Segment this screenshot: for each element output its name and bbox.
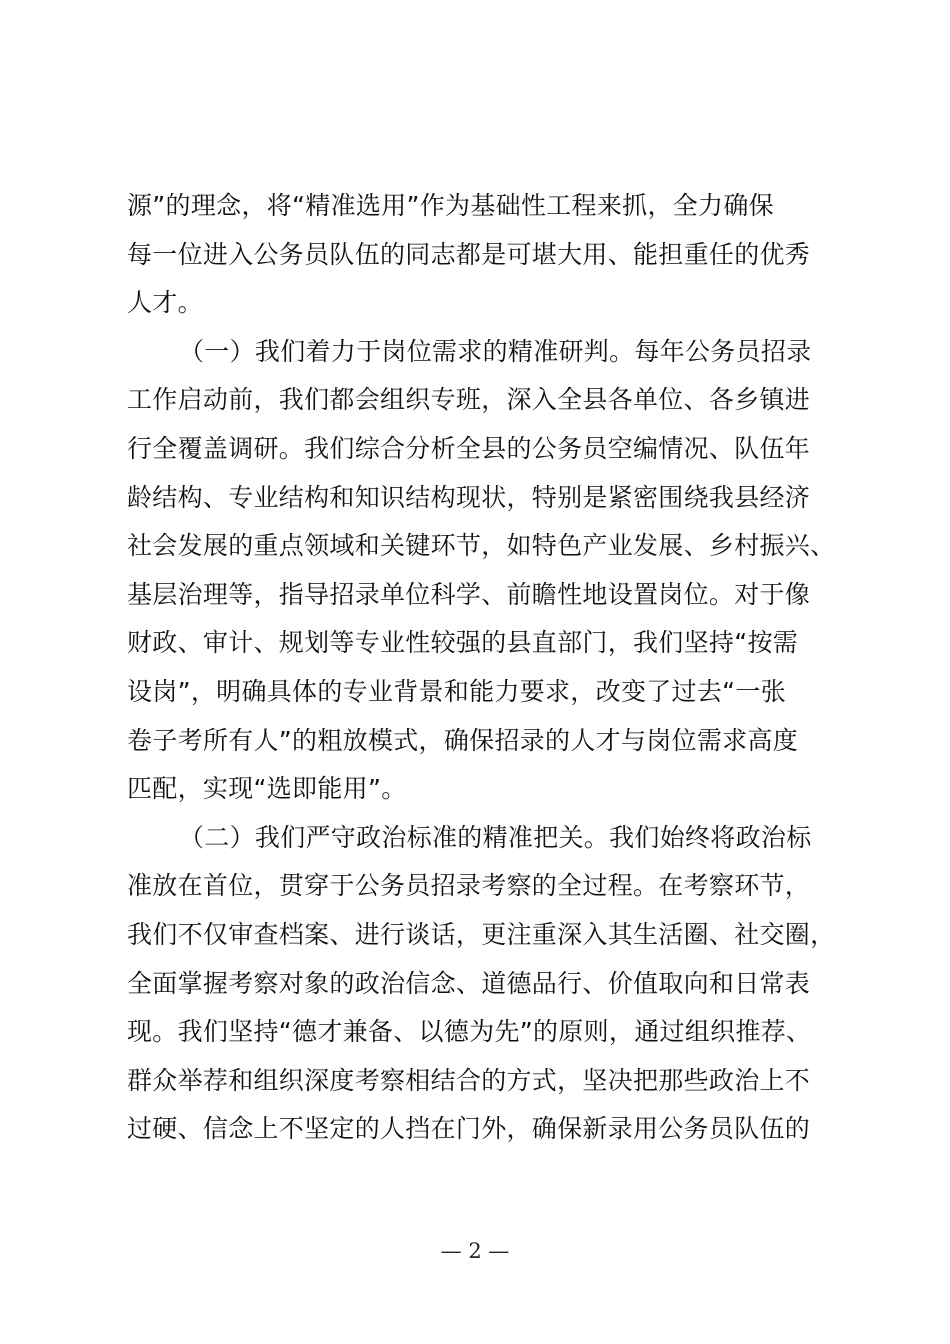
text-line: 准放在首位，贯穿于公务员招录考察的全过程。在考察环节， — [127, 871, 811, 901]
body-text — [127, 182, 847, 1154]
text-line: 群众举荐和组织深度考察相结合的方式，坚决把那些政治上不 — [127, 1065, 811, 1095]
text-line: 行全覆盖调研。我们综合分析全县的公务员空编情况、队伍年 — [127, 433, 811, 463]
text-line: 现。我们坚持“德才兼备、以德为先”的原则，通过组织推荐、 — [127, 1017, 812, 1047]
text-line: 基层治理等，指导招录单位科学、前瞻性地设置岗位。对于像 — [127, 579, 811, 609]
text-line: 社会发展的重点领域和关键环节，如特色产业发展、乡村振兴、 — [127, 531, 836, 561]
text-line: 卷子考所有人”的粗放模式，确保招录的人才与岗位需求高度 — [127, 725, 799, 755]
page-number: — 2 — — [440, 1239, 510, 1263]
text-line: 源”的理念，将“精准选用”作为基础性工程来抓，全力确保 — [127, 191, 774, 220]
paragraph-first-line: （一）我们着力于岗位需求的精准研判。每年公务员招录 — [179, 336, 812, 366]
text-line: 每一位进入公务员队伍的同志都是可堪大用、能担重任的优秀 — [127, 239, 811, 269]
paragraph-first-line: （二）我们严守政治标准的精准把关。我们始终将政治标 — [179, 822, 812, 852]
text-line: 匹配，实现“选即能用”。 — [127, 774, 407, 804]
text-line: 我们不仅审查档案、进行谈话，更注重深入其生活圈、社交圈， — [127, 919, 836, 949]
text-line: 全面掌握考察对象的政治信念、道德品行、价值取向和日常表 — [127, 968, 811, 998]
text-line: 工作启动前，我们都会组织专班，深入全县各单位、各乡镇进 — [127, 385, 811, 415]
text-line: 人才。 — [127, 288, 203, 318]
text-line: 设岗”，明确具体的专业背景和能力要求，改变了过去“一张 — [127, 676, 787, 706]
text-line: 财政、审计、规划等专业性较强的县直部门，我们坚持“按需 — [127, 628, 799, 658]
text-line: 龄结构、专业结构和知识结构现状，特别是紧密围绕我县经济 — [127, 482, 811, 512]
text-line: 过硬、信念上不坚定的人挡在门外，确保新录用公务员队伍的 — [127, 1114, 811, 1144]
